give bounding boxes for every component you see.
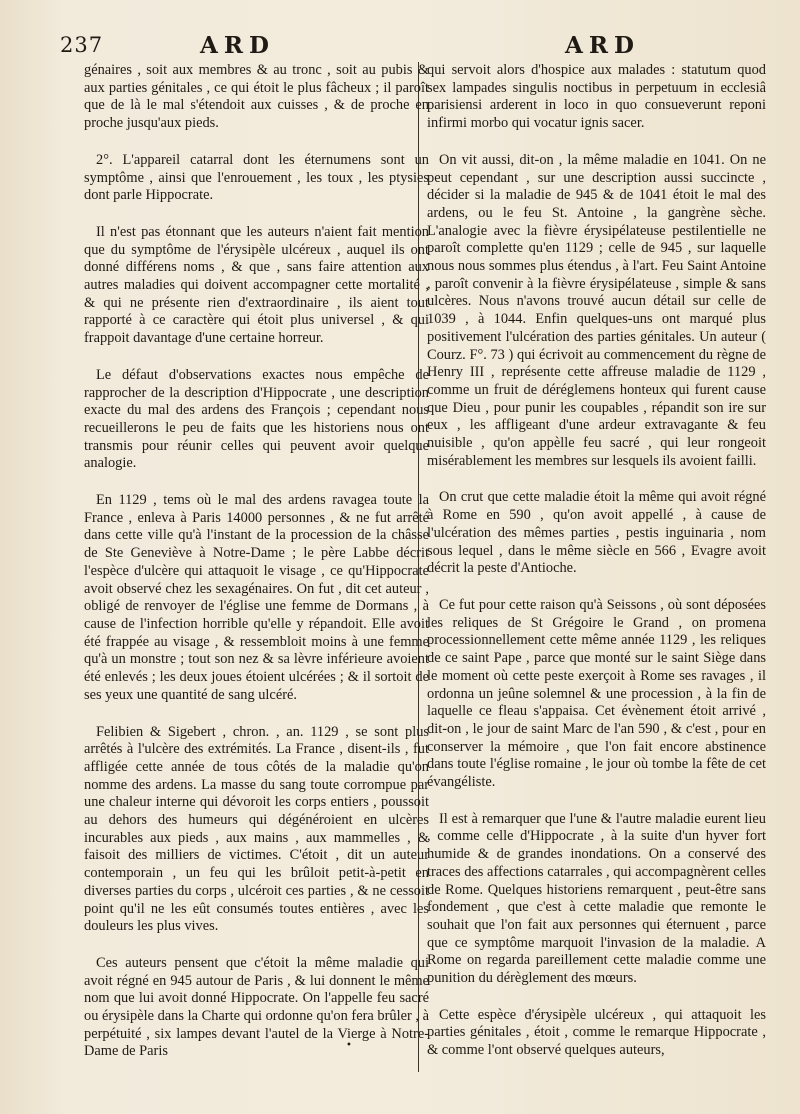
paragraph: Il n'est pas étonnant que les auteurs n'aient fait mention que du symptôme de l'érysipèle ulcéreux , auquel ils ont donné différens noms , & que , sans faire attention aux autres maladies qui doivent accompagner cette mortalité , & qui ne présente rien d'extraordinaire , ils aient tout rapporté à ce caractère qui étoit plus universel , & qui frappoit davantage d'une certaine horreur. <box>84 223 429 347</box>
right-column <box>427 62 766 1060</box>
paragraph: Ces auteurs pensent que c'étoit la même maladie qui avoit régné en 945 autour de Paris , & lui donnent le même nom que lui avoit donné Hippocrate. On l'appelle feu sacré ou érysipèle dans la Charte qui ordonne qu'on fera brûler , à perpétuité , six lampes devant l'autel de la Vierge à Notre-Dame de Paris <box>84 954 429 1060</box>
running-title-left: ARD <box>200 32 275 59</box>
left-column <box>84 62 429 1061</box>
paragraph: On crut que cette maladie étoit la même qui avoit régné à Rome en 590 , qu'on avoit appellé , à cause de l'ulcération des mêmes parties , pestis inguinaria , nom sous lequel , dans le même siècle en 566 , Evagre avoit décrit la peste d'Antioche. <box>427 489 766 577</box>
page-number: 237 <box>60 33 104 57</box>
paragraph: qui servoit alors d'hospice aux malades : statutum quod sex lampades singulis noctibus in perpetuum in ecclesiâ parisiensi arderent in loco in quo consueverunt reponi infirmi morbo qui vocatur ignis sacer. <box>427 62 766 132</box>
paragraph: Le défaut d'observations exactes nous empêche de rapprocher de la description d'Hippocrate , une description exacte du mal des ardens des François ; cependant nous recueillerons le peu de faits que les historiens nous ont transmis pour réunir celles qui peuvent avoir quelque analogie. <box>84 366 429 472</box>
footer-mark: • <box>346 1040 352 1051</box>
paragraph: Il est à remarquer que l'une & l'autre maladie eurent lieu , comme celle d'Hippocrate , à la suite d'un hyver fort humide & de grandes inondations. On a conservé des traces des affections catarrales , qui accompagnèrent celles de Rome. Quelques historiens remarquent , peut-être sans fondement , que c'est à cette maladie que remonte le souhait que l'on fait aux personnes qui éternuent , parce que ce symptôme marquoit l'invasion de la maladie. A Rome on regarda pareillement cette maladie comme une punition du dérèglement des mœurs. <box>427 810 766 987</box>
paragraph: génaires , soit aux membres & au tronc , soit au pubis & aux parties génitales , ce qui étoit le plus fâcheux ; il paroît que de là le mal s'étendoit aux cuisses , & de proche en proche jusqu'aux pieds. <box>84 62 429 132</box>
paragraph: On vit aussi, dit-on , la même maladie en 1041. On ne peut cependant , sur une description aussi succincte , décider si la maladie de 945 & de 1041 étoit le mal des ardens, ou le feu St. Antoine , la gangrène sèche. L'analogie avec la fièvre érysipélateuse pestilentielle ne paroît complette qu'en 1129 ; celle de 945 , sur laquelle nous nous sommes plus étendus , à l'art. Feu Saint Antoine , paroît convenir à la fièvre érysipélateuse , simple & sans ulcères. Nous n'avons trouvé aucun détail sur celle de 1039 , à 1044. Enfin quelques-uns ont marqué plus positivement l'ulcération des parties génitales. Un auteur ( Courz. F°. 73 ) qui écrivoit au commencement du règne de Henry III , représente cette affreuse maladie de 1129 , comme un fruit de déréglemens honteux qui furent cause que Dieu , pour punir les coupables , répandit son ire sur eux , les affligeant d'une ardeur extravagante & feu nuisible , qu'on appèlle feu sacré , qui leur rongeoit misérablement les membres sur lesquels ils avoient failli. <box>427 151 766 469</box>
paragraph: Felibien & Sigebert , chron. , an. 1129 , se sont plus arrêtés à l'ulcère des extrémités. La France , disent-ils , fut affligée cette année de tous côtés de la maladie qu'on nomme des ardens. La masse du sang toute corrompue par une chaleur interne qui dévoroit les corps entiers , poussoit au dehors des humeurs qui dégénéroient en ulcères incurables aux pieds , aux mains , aux mammelles , & faisoit des milliers de victimes. C'étoit , dit un auteur contemporain , un feu qui les brûloit petit-à-petit en diverses parties du corps , ulcéroit ces parties , & ne cessoit point qu'il ne les eût consumés toutes entières , avec les douleurs les plus vives. <box>84 723 429 935</box>
paragraph: Ce fut pour cette raison qu'à Seissons , où sont déposées les reliques de St Grégoire le Grand , on promena processionnellement cette même année 1129 , les reliques de ce saint Pape , parce que monté sur le saint Siège dans le moment où cette peste exerçoit à Rome ses ravages , il ordonna un jeûne solemnel & une procession , à la fin de laquelle ce fleau s'appaisa. Cet évènement étoit arrivé , dit-on , le jour de saint Marc de l'an 590 , & c'est , pour en conserver la mémoire , que l'on fait encore abstinence dans toute l'église romaine , le jour où tombe la fête de cet évangéliste. <box>427 596 766 791</box>
paragraph: 2°. L'appareil catarral dont les éternumens sont un symptôme , ainsi que l'enrouement , les toux , les ptysies dont parle Hippocrate. <box>84 151 429 204</box>
paragraph: En 1129 , tems où le mal des ardens ravagea toute la France , enleva à Paris 14000 personnes , & ne fut arrêté dans cette ville qu'à l'instant de la procession de la châsse de Ste Geneviève à Notre-Dame ; le père Labbe décrit l'espèce d'ulcère qui attaquoit le visage , ce qu'Hippocrate avoit observé chez les sexagénaires. On fut , dit cet auteur , obligé de renvoyer de l'église une femme de Dormans , à cause de l'infection horrible qu'elle y répandoit. Elle avoit été frappée au visage , & ressembloit moins à une femme qu'à un monstre ; tout son nez & sa lèvre inférieure avoient été enlevés ; les deux joues étoient ulcérées ; & il sortoit de ses yeux une quantité de sang ulcéré. <box>84 492 429 703</box>
page-header <box>0 30 800 60</box>
paragraph: Cette espèce d'érysipèle ulcéreux , qui attaquoit les parties génitales , étoit , comme le remarque Hippocrate , & comme l'ont observé quelques auteurs, <box>427 1006 766 1059</box>
running-title-right: ARD <box>565 32 640 59</box>
